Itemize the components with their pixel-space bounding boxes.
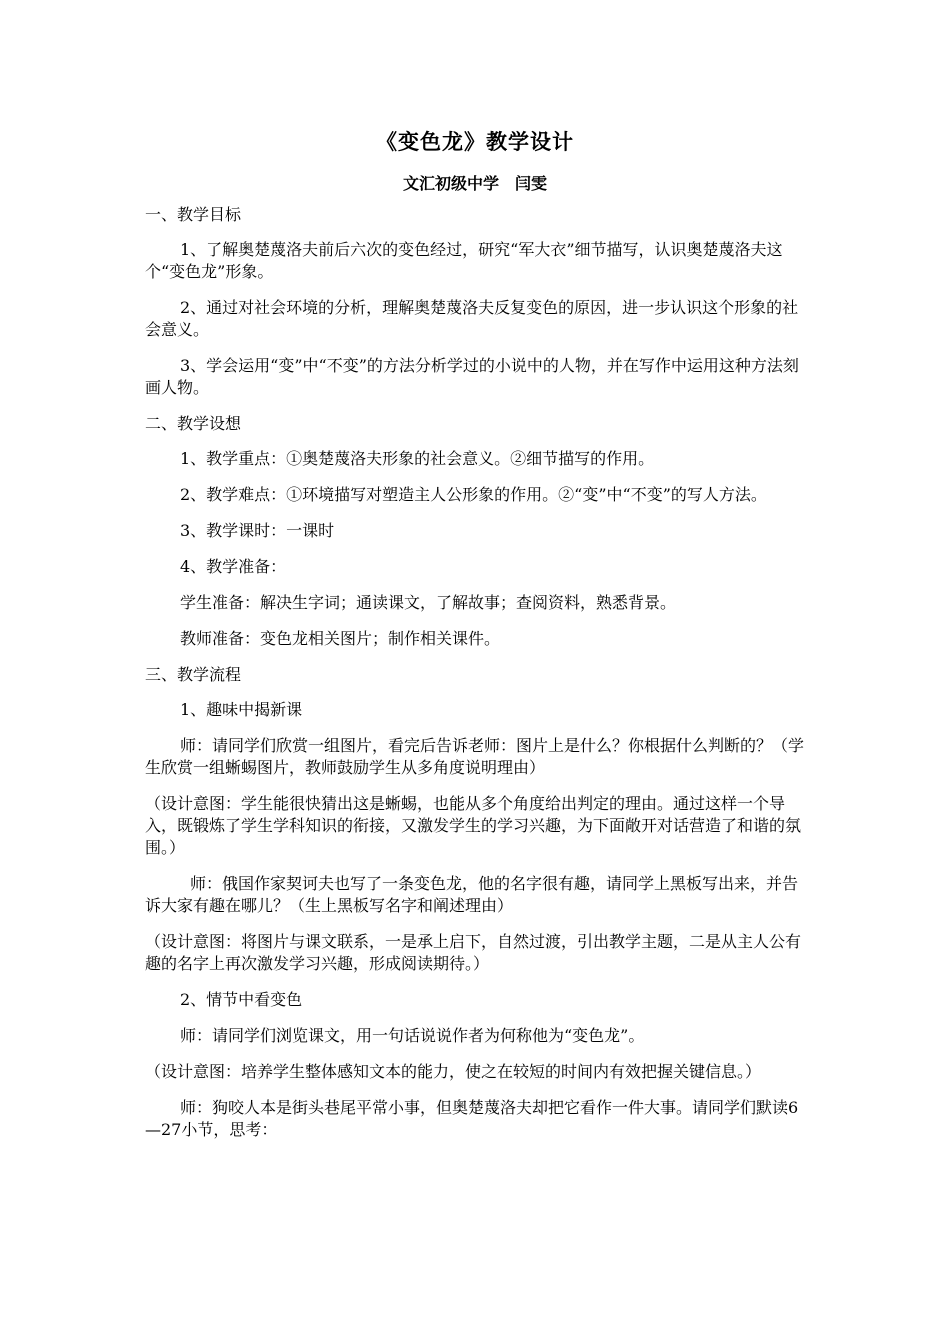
paragraph-student-prep: 学生准备：解决生字词；通读课文，了解故事；查阅资料，熟悉背景。 bbox=[180, 593, 677, 612]
paragraph-teacher-4: 师：狗咬人本是街头巷尾平常小事，但奥楚蔑洛夫却把它看作一件大事。请同学们默读6—27小节，思考： bbox=[145, 1098, 799, 1139]
document-author: 文汇初级中学 闫雯 bbox=[402, 174, 547, 193]
section-heading-objectives: 一、教学目标 bbox=[145, 205, 242, 224]
paragraph-objective-2: 2、通过对社会环境的分析，理解奥楚蔑洛夫反复变色的原因，进一步认识这个形象的社会意义。 bbox=[145, 298, 799, 339]
paragraph-teacher-1: 师：请同学们欣赏一组图片，看完后告诉老师：图片上是什么？你根据什么判断的？（学生欣赏一组蜥蜴图片，教师鼓励学生从多角度说明理由） bbox=[145, 736, 805, 777]
paragraph-design-note-3: （设计意图：培养学生整体感知文本的能力，使之在较短的时间内有效把握关键信息。） bbox=[145, 1062, 762, 1081]
document-title: 《变色龙》教学设计 bbox=[376, 129, 574, 154]
paragraph-design-focus: 1、教学重点：①奥楚蔑洛夫形象的社会意义。②细节描写的作用。 bbox=[180, 449, 655, 468]
document-body bbox=[145, 204, 810, 1155]
paragraph-teacher-3: 师：请同学们浏览课文，用一句话说说作者为何称他为“变色龙”。 bbox=[180, 1026, 645, 1045]
paragraph-teacher-prep: 教师准备：变色龙相关图片；制作相关课件。 bbox=[180, 629, 501, 648]
paragraph-design-note-1: （设计意图：学生能很快猜出这是蜥蜴，也能从多个角度给出判定的理由。通过这样一个导入，既锻炼了学生学科知识的衔接，又激发学生的学习兴趣，为下面敞开对话营造了和谐的氛围。） bbox=[145, 794, 802, 857]
paragraph-objective-3: 3、学会运用“变”中“不变”的方法分析学过的小说中的人物，并在写作中运用这种方法刻画人物。 bbox=[145, 356, 799, 397]
paragraph-teacher-2: 师：俄国作家契诃夫也写了一条变色龙，他的名字很有趣，请同学上黑板写出来，并告诉大家有趣在哪儿？（生上黑板写名字和阐述理由） bbox=[145, 874, 799, 915]
paragraph-design-note-2: （设计意图：将图片与课文联系，一是承上启下，自然过渡，引出教学主题，二是从主人公有趣的名字上再次激发学习兴趣，形成阅读期待。） bbox=[145, 932, 802, 973]
paragraph-design-difficulty: 2、教学难点：①环境描写对塑造主人公形象的作用。②“变”中“不变”的写人方法。 bbox=[180, 485, 767, 504]
paragraph-objective-1: 1、了解奥楚蔑洛夫前后六次的变色经过，研究“军大衣”细节描写，认识奥楚蔑洛夫这个“变色龙”形象。 bbox=[145, 240, 783, 281]
section-heading-design: 二、教学设想 bbox=[145, 414, 242, 433]
subheading-intro: 1、趣味中揭新课 bbox=[180, 700, 303, 719]
paragraph-design-hours: 3、教学课时：一课时 bbox=[180, 521, 335, 540]
section-heading-process: 三、教学流程 bbox=[145, 665, 242, 684]
paragraph-design-prep: 4、教学准备： bbox=[180, 557, 287, 576]
subheading-plot: 2、情节中看变色 bbox=[180, 990, 303, 1009]
